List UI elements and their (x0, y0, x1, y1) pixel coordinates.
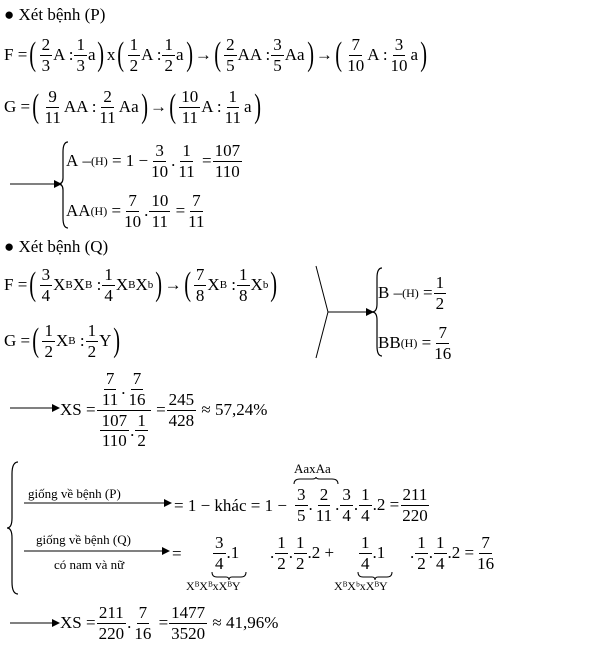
case2-term1: $\frac{3}{4}$ .1 (215, 532, 240, 573)
fraction: $\frac{1}{2}$ (277, 532, 286, 573)
arrow-icon (22, 545, 170, 557)
fraction: $\frac{107}{110}$ (101, 410, 128, 451)
case-brace (6, 460, 20, 596)
arrow-icon (22, 497, 172, 509)
fraction: $\frac{7}{8}$ (195, 264, 205, 305)
fraction: $\frac{7}{16}$ (477, 532, 495, 573)
case2-term3: $\frac{1}{4}$ .1 (361, 532, 386, 573)
p-g-line: G = ( $\frac{9}{11}$ AA : $\frac{2}{11}$ Aa ) → ( $\frac{10}{11}$ A : $\frac{1}{11}$ a ) (4, 86, 261, 127)
fraction: $\frac{1}{2}$ (164, 34, 173, 75)
fraction: $\frac{1}{4}$ (104, 264, 113, 305)
q-b1-line: B – (H) = $\frac{1}{2}$ (378, 272, 445, 313)
g-label: G = (4, 97, 31, 116)
fraction: $\frac{7}{16}$ (134, 602, 152, 643)
big-fraction: $\frac{7}{11}$ . $\frac{7}{16}$ $\frac{107}{110}$ . $\frac{1}{2}$ (97, 370, 151, 450)
fraction: $\frac{1477}{3520}$ (171, 602, 206, 643)
case1-expr: = 1 − khác = 1 − (174, 496, 287, 515)
xs1-line: XS = $\frac{7}{11}$ . $\frac{7}{16}$ $\frac{107}{110}$ . $\frac{1}{2}$ = $\frac{245}{428}$ ≈ 57,24% (60, 368, 268, 451)
fraction: $\frac{1}{2}$ (87, 320, 97, 361)
fraction: $\frac{7}{10}$ (124, 190, 142, 231)
q-f-line: F = ( $\frac{3}{4}$ X B X B : $\frac{1}{4}$ X B X b ) → ( $\frac{7}{8}$ X B : $\frac{1}{8}$ X b ) (4, 264, 278, 305)
fraction: $\frac{3}{10}$ (390, 34, 408, 75)
fraction: $\frac{107}{110}$ (214, 140, 241, 181)
fraction: $\frac{1}{2}$ (137, 410, 146, 451)
fraction: $\frac{1}{11}$ (224, 86, 241, 127)
fraction: $\frac{7}{10}$ (347, 34, 365, 75)
fraction: $\frac{10}{11}$ (181, 86, 199, 127)
fraction: $\frac{1}{2}$ (296, 532, 305, 573)
fraction: $\frac{1}{4}$ (436, 532, 445, 573)
case1-product: $\frac{3}{5}$ . $\frac{2}{11}$ . $\frac{3}{4}$ . $\frac{1}{4}$ .2 = $\frac{211}{220}$ (297, 484, 428, 525)
case2-term3-under: XᴮXᵇxXᴮY (334, 579, 388, 593)
fraction: $\frac{211}{220}$ (98, 602, 125, 643)
fraction: $\frac{2}{5}$ (226, 34, 235, 75)
fraction: $\frac{1}{4}$ (361, 532, 370, 573)
case2-term4: . $\frac{1}{2}$ . $\frac{1}{4}$ .2 = $\frac{7}{16}$ (410, 532, 495, 573)
fraction: $\frac{1}{3}$ (76, 34, 85, 75)
p-h1-line: A – (H) = 1 − $\frac{3}{10}$ . $\frac{1}{11}$ = $\frac{107}{110}$ (66, 140, 241, 181)
fraction: $\frac{9}{11}$ (44, 86, 61, 127)
fraction: $\frac{3}{4}$ (215, 532, 224, 573)
case2-label-top: giống về bệnh (Q) (36, 532, 131, 547)
q-b2-line: BB (H) = $\frac{7}{16}$ (378, 322, 452, 363)
fraction: $\frac{2}{11}$ (99, 86, 116, 127)
p-f-line: F = ( $\frac{2}{3}$ A : $\frac{1}{3}$ a ) x ( $\frac{1}{2}$ A : $\frac{1}{2}$ a ) → ( $\frac{2}{5}$ AA : $\frac{3}{5}$ Aa ) → ( $\frac{7}{10}$ A : $\frac{3}{10}$ a ) (4, 34, 428, 75)
fraction: $\frac{211}{220}$ (402, 484, 428, 525)
fraction: $\frac{2}{3}$ (41, 34, 51, 75)
fraction: $\frac{7}{11}$ (188, 190, 205, 231)
fraction: $\frac{1}{4}$ (361, 484, 370, 525)
fraction: $\frac{3}{5}$ (297, 484, 306, 525)
arrow-icon (8, 402, 60, 414)
case1-over-label: AaxAa (294, 461, 331, 476)
fraction: $\frac{2}{11}$ (315, 484, 333, 525)
fraction: $\frac{7}{11}$ (101, 368, 119, 409)
case2-label-bottom: có nam và nữ (54, 557, 125, 572)
fraction: $\frac{7}{16}$ (434, 322, 452, 363)
case1-label: giống về bệnh (P) (28, 486, 121, 501)
fraction: $\frac{1}{8}$ (239, 264, 248, 305)
xs2-line: XS = $\frac{211}{220}$ . $\frac{7}{16}$ = $\frac{1477}{3520}$ ≈ 41,96% (60, 602, 279, 643)
fraction: $\frac{1}{2}$ (417, 532, 426, 573)
fraction: $\frac{10}{11}$ (151, 190, 169, 231)
f-label: F = (4, 45, 28, 64)
fraction: $\frac{7}{16}$ (128, 368, 146, 409)
case2-term1-under: XᴮXᴮxXᴮY (186, 579, 241, 593)
p-brace-arrow (8, 140, 68, 230)
fraction: $\frac{3}{4}$ (41, 264, 51, 305)
fraction: $\frac{3}{4}$ (342, 484, 351, 525)
q-g-line: G = ( $\frac{1}{2}$ X B : $\frac{1}{2}$ Y ) (4, 320, 121, 361)
case2-term2: . $\frac{1}{2}$ . $\frac{1}{2}$ .2 + (270, 532, 335, 573)
heading-p: ● Xét bệnh (P) (4, 5, 106, 24)
fraction: $\frac{3}{10}$ (151, 140, 169, 181)
fraction: $\frac{245}{428}$ (168, 389, 195, 430)
q-brace-arrow (316, 264, 376, 364)
fraction: $\frac{1}{2}$ (129, 34, 139, 75)
fraction: $\frac{1}{11}$ (178, 140, 195, 181)
arrow-icon (8, 617, 60, 629)
fraction: $\frac{1}{2}$ (435, 272, 445, 313)
heading-q: ● Xét bệnh (Q) (4, 237, 109, 256)
p-h2-line: AA (H) = $\frac{7}{10}$ . $\frac{10}{11}$ = $\frac{7}{11}$ (66, 190, 205, 231)
fraction: $\frac{1}{2}$ (44, 320, 53, 361)
fraction: $\frac{3}{5}$ (273, 34, 282, 75)
